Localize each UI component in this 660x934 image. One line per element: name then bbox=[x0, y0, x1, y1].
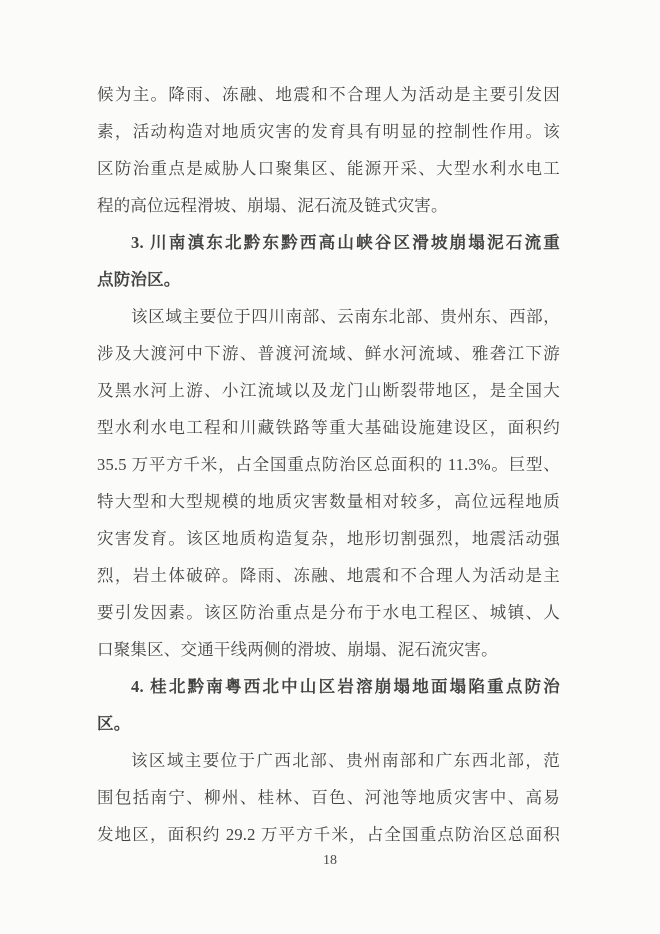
body-line: 烈，岩土体破碎。降雨、冻融、地震和不合理人为活动是主 bbox=[97, 566, 560, 585]
body-line: 发地区，面积约 29.2 万平方千米，占全国重点防治区总面积 bbox=[97, 825, 560, 844]
heading-line: 区。 bbox=[97, 714, 131, 733]
body-line: 该区域主要位于广西北部、贵州南部和广东西北部，范 bbox=[131, 751, 560, 770]
body-line: 涉及大渡河中下游、普渡河流域、鲜水河流域、雅砻江下游 bbox=[97, 344, 560, 363]
body-line: 型水利水电工程和川藏铁路等重大基础设施建设区，面积约 bbox=[97, 418, 560, 437]
body-line: 35.5 万平方千米，占全国重点防治区总面积的 11.3%。巨型、 bbox=[97, 455, 560, 474]
heading-line: 点防治区。 bbox=[97, 270, 181, 289]
heading-line: 3. 川南滇东北黔东黔西高山峡谷区滑坡崩塌泥石流重 bbox=[131, 233, 560, 252]
body-line: 要引发因素。该区防治重点是分布于水电工程区、城镇、人 bbox=[97, 603, 560, 622]
heading-line: 4. 桂北黔南粤西北中山区岩溶崩塌地面塌陷重点防治 bbox=[131, 677, 560, 696]
body-line: 围包括南宁、柳州、桂林、百色、河池等地质灾害中、高易 bbox=[97, 788, 560, 807]
body-line: 素，活动构造对地质灾害的发育具有明显的控制性作用。该 bbox=[97, 122, 560, 141]
body-line: 该区域主要位于四川南部、云南东北部、贵州东、西部， bbox=[131, 307, 560, 326]
text-content bbox=[97, 76, 560, 853]
page-number: 18 bbox=[323, 853, 337, 868]
body-line: 区防治重点是威胁人口聚集区、能源开采、大型水利水电工 bbox=[97, 159, 560, 178]
body-line: 口聚集区、交通干线两侧的滑坡、崩塌、泥石流灾害。 bbox=[97, 640, 498, 659]
body-line: 候为主。降雨、冻融、地震和不合理人为活动是主要引发因 bbox=[97, 85, 560, 104]
body-line: 程的高位远程滑坡、崩塌、泥石流及链式灾害。 bbox=[97, 196, 448, 215]
body-line: 灾害发育。该区地质构造复杂，地形切割强烈，地震活动强 bbox=[97, 529, 560, 548]
body-line: 及黑水河上游、小江流域以及龙门山断裂带地区，是全国大 bbox=[97, 381, 560, 400]
body-line: 特大型和大型规模的地质灾害数量相对较多，高位远程地质 bbox=[97, 492, 560, 511]
